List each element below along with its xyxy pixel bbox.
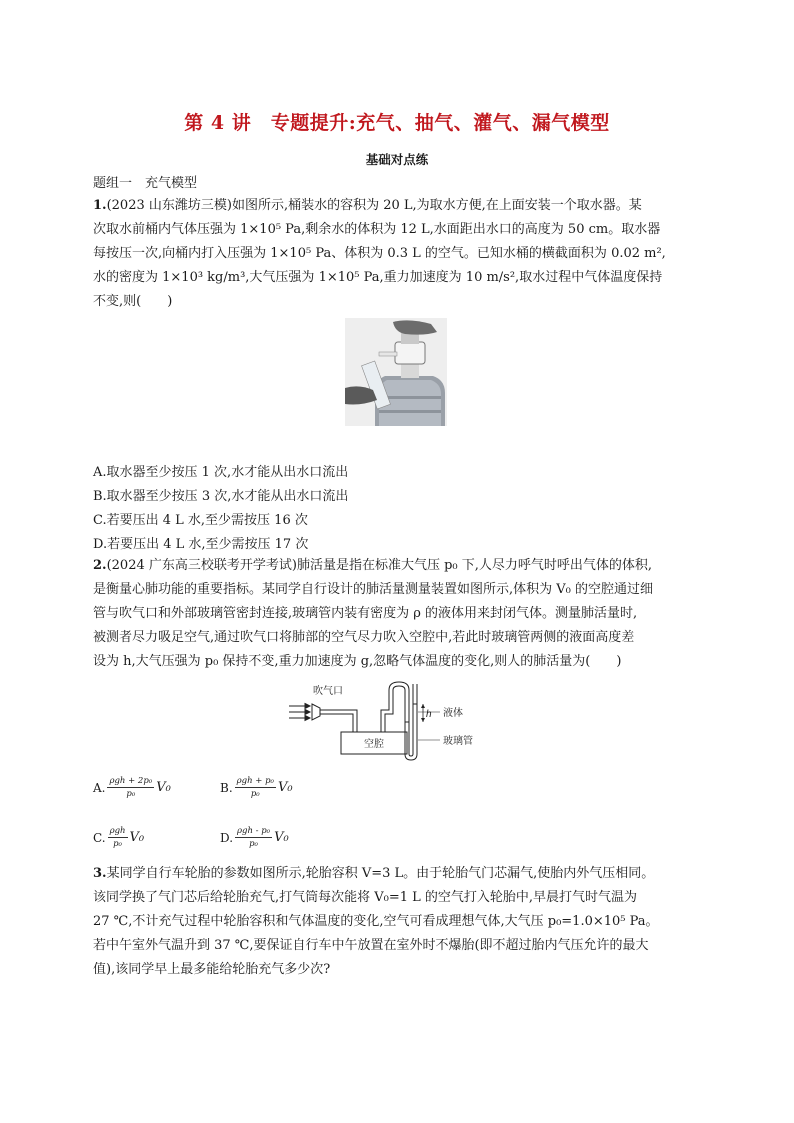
question-1-line-4: 不变,则( ) <box>93 294 173 309</box>
lung-capacity-diagram <box>285 680 525 770</box>
question-1-option-c: C.若要压出 4 L 水,至少需按压 16 次 <box>93 513 308 528</box>
question-3-line-1: 该同学换了气门芯后给轮胎充气,打气筒每次能将 V₀=1 L 的空气打入轮胎中,早晨打气时气温为 <box>93 890 638 905</box>
question-1-option-b: B.取水器至少按压 3 次,水才能从出水口流出 <box>93 489 349 504</box>
height-label: h <box>426 709 432 720</box>
question-3-number: 3. <box>93 866 107 881</box>
liquid-label: 液体 <box>443 708 463 719</box>
question-2-option-d: D. $\frac{\text{ρgh - p₀}}{\text{p₀}}$ V₀ <box>220 826 289 849</box>
question-2-number: 2. <box>93 558 107 573</box>
question-1-line-2: 每按压一次,向桶内打入压强为 1×10⁵ Pa、体积为 0.3 L 的空气。已知水桶的横截面积为 0.02 m², <box>93 246 666 261</box>
question-1-number: 1. <box>93 198 107 213</box>
question-1-line-3: 水的密度为 1×10³ kg/m³,大气压强为 1×10⁵ Pa,重力加速度为 10 m/s²,取水过程中气体温度保持 <box>93 270 663 285</box>
water-dispenser-photo <box>345 318 447 426</box>
page-title: 第 4 讲 专题提升:充气、抽气、灌气、漏气模型 <box>184 112 610 134</box>
cavity-label: 空腔 <box>364 739 384 750</box>
question-1-option-d: D.若要压出 4 L 水,至少需按压 17 次 <box>93 537 309 552</box>
inlet-label: 吹气口 <box>313 686 343 697</box>
question-2-line-0: 2.(2024 广东高三校联考开学考试)肺活量是指在标准大气压 p₀ 下,人尽力呼气时呼出气体的体积, <box>93 558 653 573</box>
question-2-line-1: 是衡量心肺功能的重要指标。某同学自行设计的肺活量测量装置如图所示,体积为 V₀ 的空腔通过细 <box>93 582 653 597</box>
question-3-line-4: 值),该同学早上最多能给轮胎充气多少次? <box>93 962 331 977</box>
question-1-line-0: 1.(2023 山东潍坊三模)如图所示,桶装水的容积为 20 L,为取水方便,在上面安装一个取水器。某 <box>93 198 642 213</box>
question-3-line-0: 3.某同学自行车轮胎的参数如图所示,轮胎容积 V=3 L。由于轮胎气门芯漏气,使胎内外气压相同。 <box>93 866 655 881</box>
section-subtitle: 基础对点练 <box>365 152 429 167</box>
glass-tube-label: 玻璃管 <box>443 736 473 747</box>
question-3-stem <box>93 862 713 982</box>
question-2-option-a: A. $\frac{\text{ρgh + 2p₀}}{\text{p₀}}$ V₀ <box>93 776 171 799</box>
question-3-line-2: 27 ℃,不计充气过程中轮胎容积和气体温度的变化,空气可看成理想气体,大气压 p₀=1.0×10⁵ Pa。 <box>93 914 659 929</box>
question-2-stem <box>93 554 713 674</box>
question-2-line-3: 被测者尽力吸足空气,通过吹气口将肺部的空气尽力吹入空腔中,若此时玻璃管两侧的液面高度差 <box>93 630 635 645</box>
question-2-option-c: C. $\frac{\text{ρgh}}{\text{p₀}}$ V₀ <box>93 826 145 849</box>
question-3-line-3: 若中午室外气温升到 37 ℃,要保证自行车中午放置在室外时不爆胎(即不超过胎内气压允许的最大 <box>93 938 649 953</box>
question-1-line-1: 次取水前桶内气体压强为 1×10⁵ Pa,剩余水的体积为 12 L,水面距出水口的高度为 50 cm。取水器 <box>93 222 661 237</box>
question-2-option-b: B. $\frac{\text{ρgh + p₀}}{\text{p₀}}$ V₀ <box>220 776 293 799</box>
question-2-line-4: 设为 h,大气压强为 p₀ 保持不变,重力加速度为 g,忽略气体温度的变化,则人的肺活量为( ) <box>93 654 622 669</box>
question-1-stem <box>93 194 713 314</box>
group-heading: 题组一 充气模型 <box>93 176 198 191</box>
question-2-line-2: 管与吹气口和外部玻璃管密封连接,玻璃管内装有密度为 ρ 的液体用来封闭气体。测量肺活量时, <box>93 606 638 621</box>
question-1-option-a: A.取水器至少按压 1 次,水才能从出水口流出 <box>93 465 349 480</box>
